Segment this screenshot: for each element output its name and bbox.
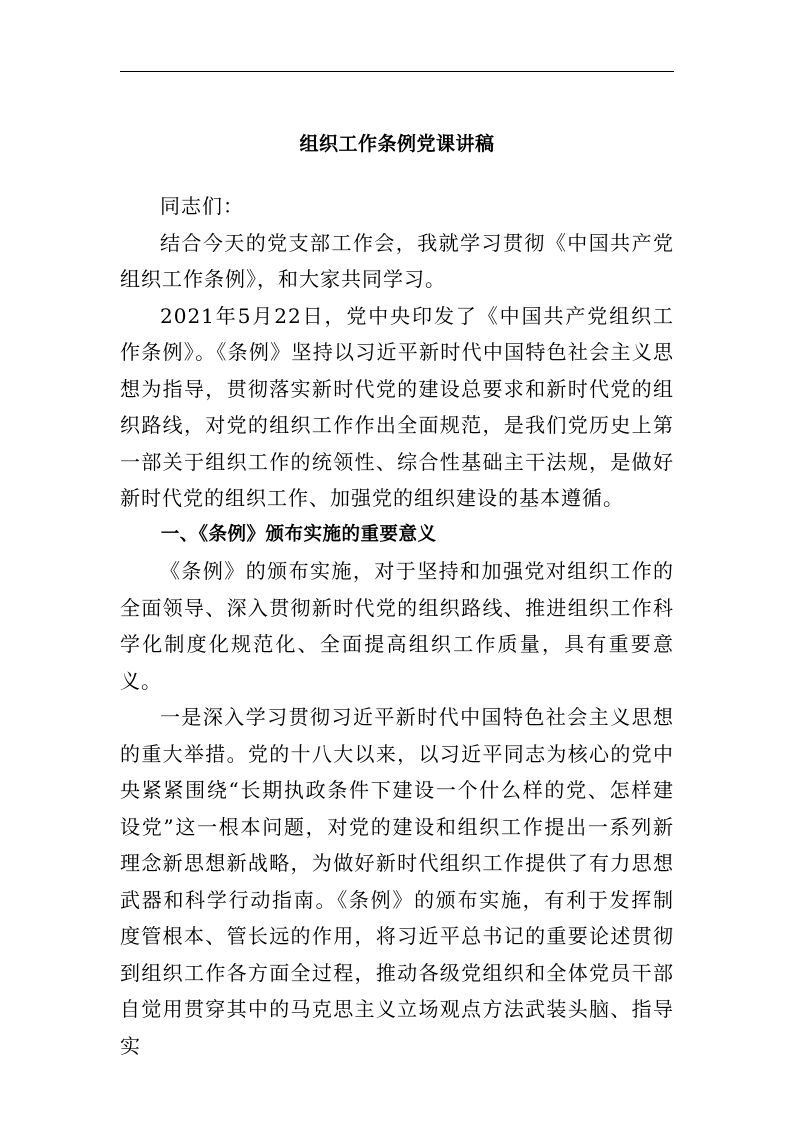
document-body: [120, 188, 674, 1064]
paragraph-background: 2021年5月22日，党中央印发了《中国共产党组织工作条例》。《条例》坚持以习近平新时代中国特色社会主义思想为指导，贯彻落实新时代党的建设总要求和新时代党的组织路线，对党的组织工作作出全面规范，是我们党历史上第一部关于组织工作的统领性、综合性基础主干法规，是做好新时代党的组织工作、加强党的组织建设的基本遵循。: [120, 303, 674, 510]
paragraph-intro: 结合今天的党支部工作会，我就学习贯彻《中国共产党组织工作条例》，和大家共同学习。: [120, 230, 674, 291]
header-rule: [120, 71, 674, 72]
document-title: 组织工作条例党课讲稿: [299, 133, 495, 155]
paragraph-point-one: 一是深入学习贯彻习近平新时代中国特色社会主义思想的重大举措。党的十八大以来，以习近平同志为核心的党中央紧紧围绕“长期执政条件下建设一个什么样的党、怎样建设党”这一根本问题，对党的建设和组织工作提出一系列新理念新思想新战略，为做好新时代组织工作提供了有力思想武器和科学行动指南。《条例》的颁布实施，有利于发挥制度管根本、管长远的作用，将习近平总书记的重要论述贯彻到组织工作各方面全过程，推动各级党组织和全体党员干部自觉用贯穿其中的马克思主义立场观点方法武装头脑、指导实: [120, 705, 674, 1058]
salutation: 同志们：: [160, 194, 244, 218]
paragraph-significance: 《条例》的颁布实施，对于坚持和加强党对组织工作的全面领导、深入贯彻新时代党的组织路线、推进组织工作科学化制度化规范化、全面提高组织工作质量，具有重要意义。: [120, 559, 674, 693]
section-heading: 一、《条例》颁布实施的重要意义: [160, 523, 437, 545]
